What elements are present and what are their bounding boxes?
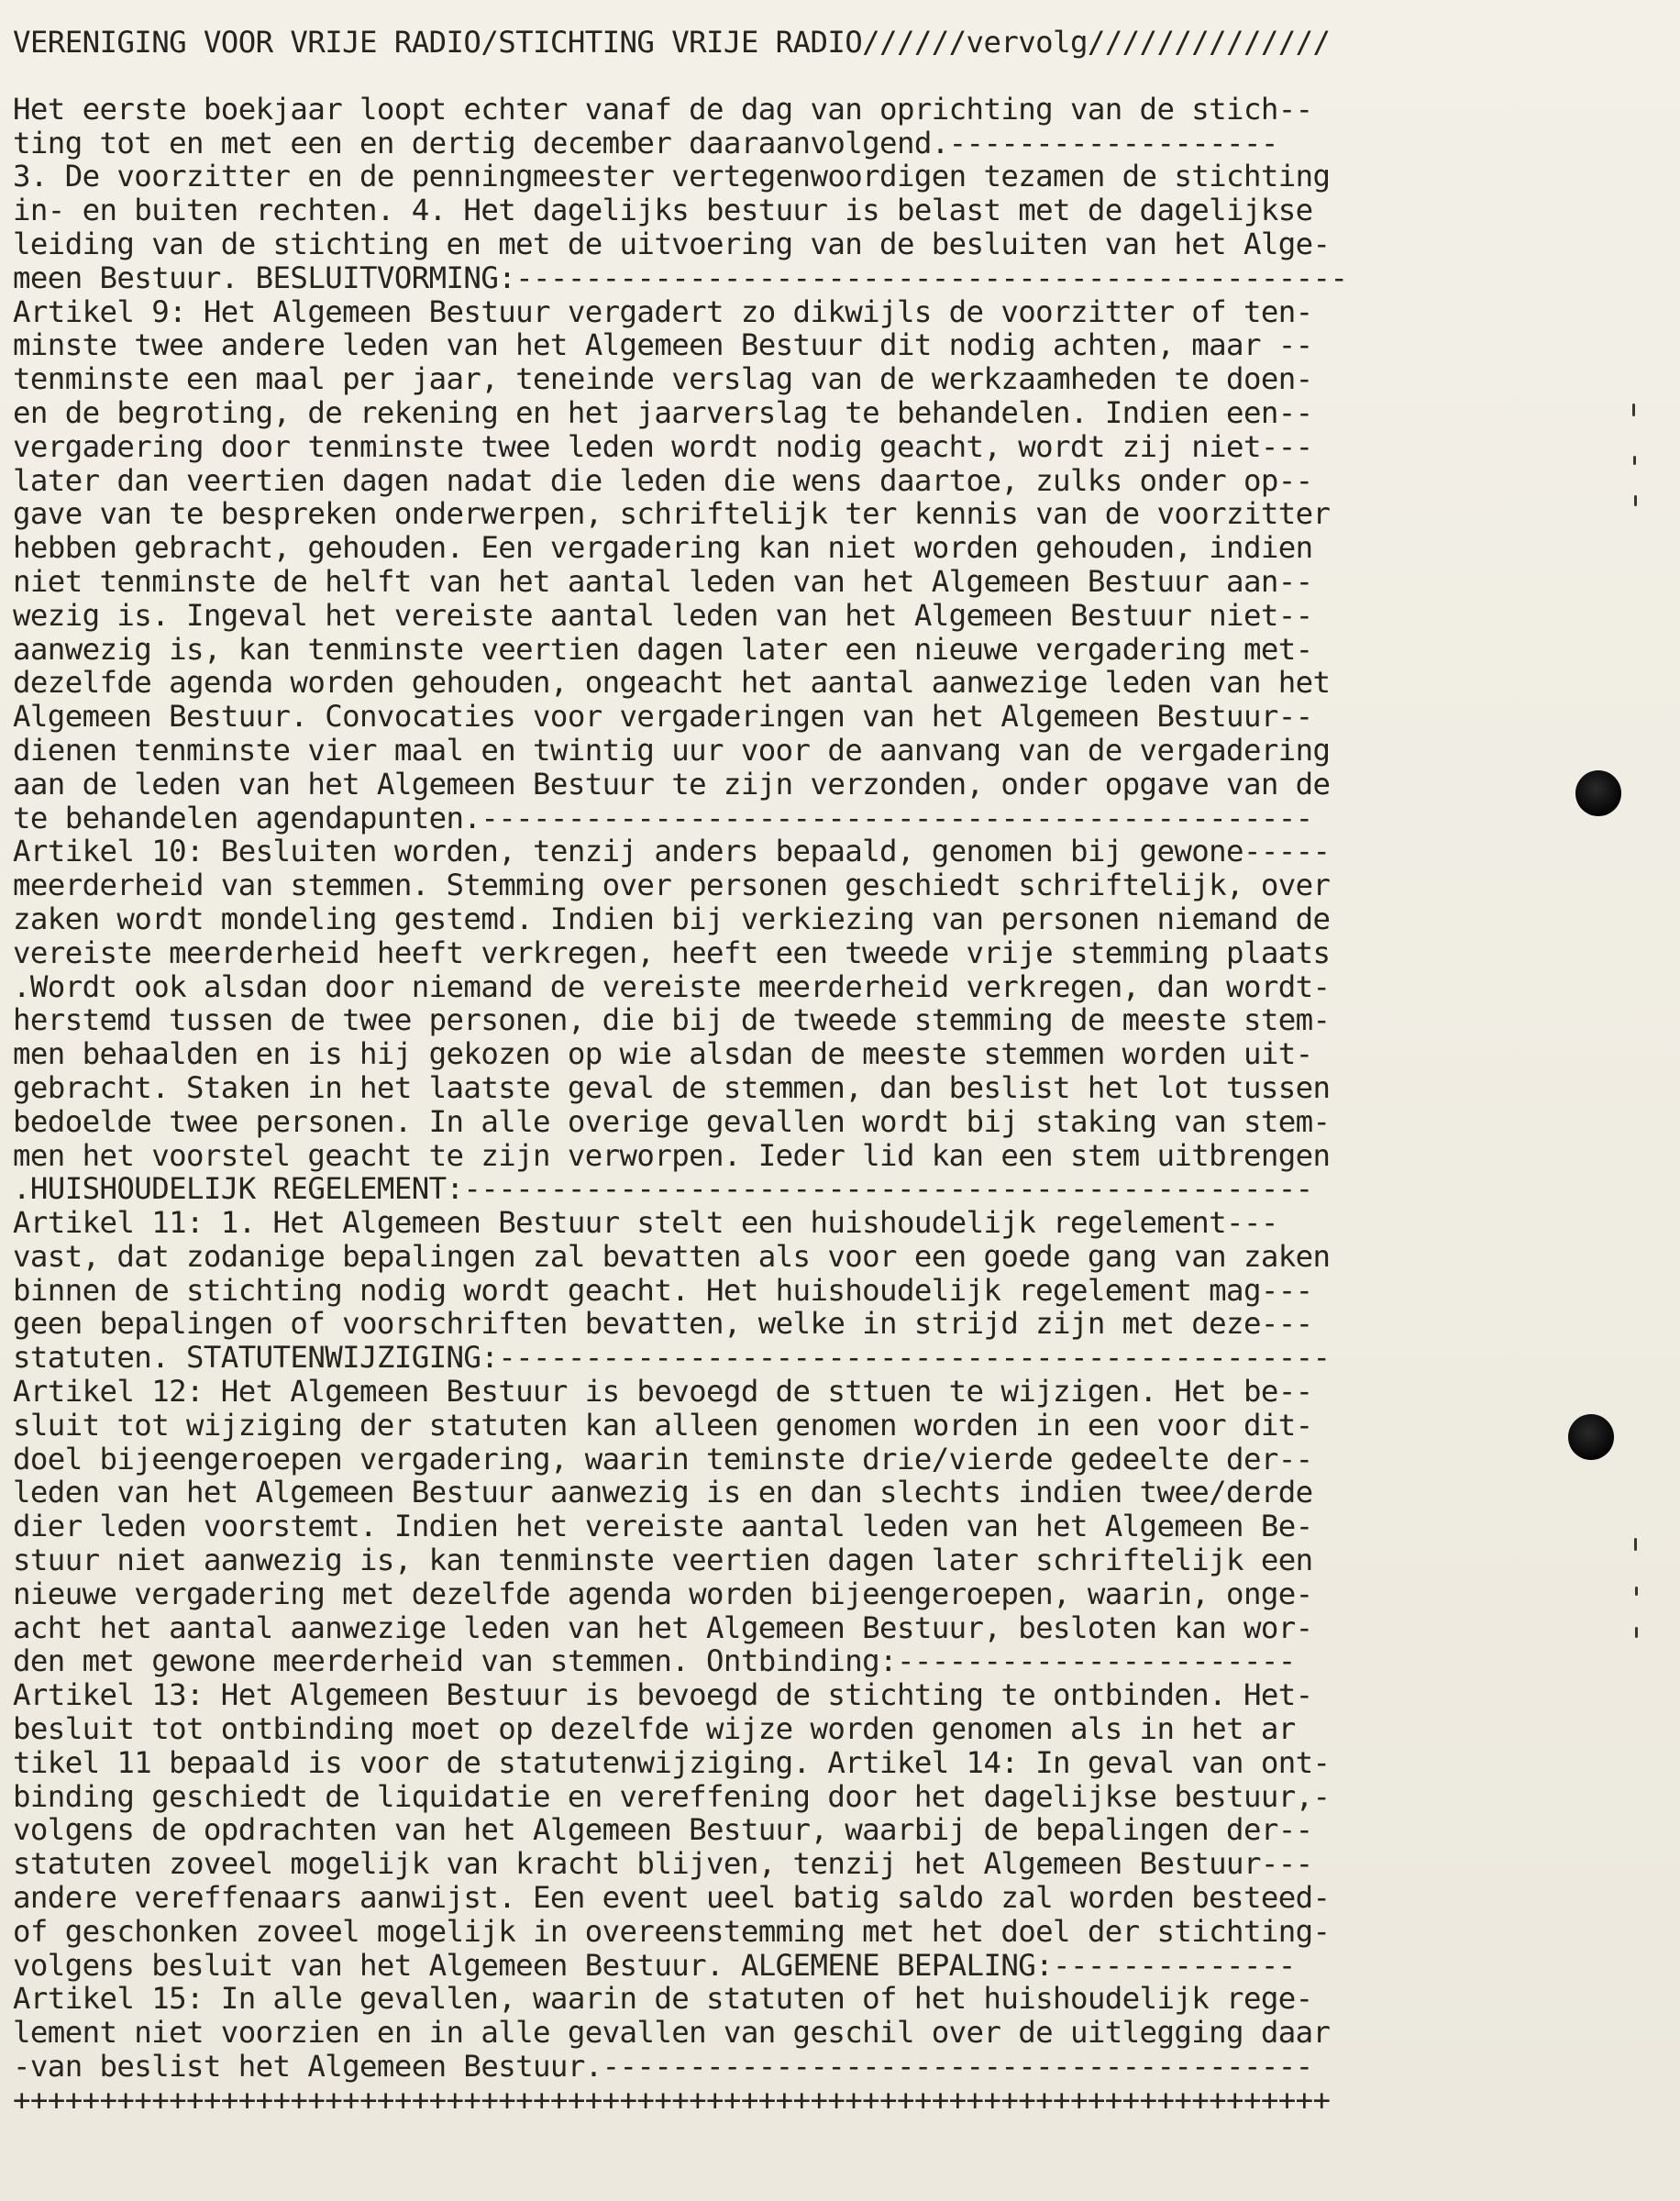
text-line: leiding van de stichting en met de uitvoering van de besluiten van het Alge- xyxy=(13,227,1331,261)
text-line: volgens de opdrachten van het Algemeen Bestuur, waarbij de bepalingen der-- xyxy=(13,1813,1313,1848)
text-line: of geschonken zoveel mogelijk in overeenstemming met het doel der stichting- xyxy=(13,1914,1331,1949)
text-line: aan de leden van het Algemeen Bestuur te zijn verzonden, onder opgave van de xyxy=(13,767,1331,802)
margin-mark xyxy=(1632,404,1635,416)
text-line: volgens besluit van het Algemeen Bestuur. ALGEMENE BEPALING:-------------- xyxy=(13,1948,1296,1983)
text-line: ++++++++++++++++++++++++++++++++++++++++++++++++++++++++++++++++++++++++++++ xyxy=(13,2083,1331,2118)
text-line: in- en buiten rechten. 4. Het dagelijks bestuur is belast met de dagelijkse xyxy=(13,194,1313,227)
text-line: Artikel 13: Het Algemeen Bestuur is bevoegd de stichting te ontbinden. Het- xyxy=(13,1678,1313,1713)
text-line: tikel 11 bepaald is voor de statutenwijziging. Artikel 14: In geval van ont- xyxy=(13,1745,1331,1780)
text-line: lement niet voorzien en in alle gevallen van geschil over de uitlegging daar xyxy=(13,2016,1331,2051)
text-line: acht het aantal aanwezige leden van het Algemeen Bestuur, besloten kan wor- xyxy=(13,1610,1313,1645)
text-line: gebracht. Staken in het laatste geval de stemmen, dan beslist het lot tussen xyxy=(13,1070,1331,1105)
text-line: vereiste meerderheid heeft verkregen, heeft een tweede vrije stemming plaats xyxy=(13,935,1331,970)
text-line: Artikel 10: Besluiten worden, tenzij anders bepaald, genomen bij gewone----- xyxy=(13,835,1331,869)
text-line: Het eerste boekjaar loopt echter vanaf de dag van oprichting van de stich-- xyxy=(13,92,1313,127)
text-line: -van beslist het Algemeen Bestuur.----------------------------------------- xyxy=(13,2050,1313,2084)
text-line xyxy=(13,2118,1572,2151)
margin-mark xyxy=(1635,1627,1638,1638)
text-line: stuur niet aanwezig is, kan tenminste veertien dagen later schriftelijk een xyxy=(13,1543,1313,1577)
text-line: dier leden voorstemt. Indien het vereiste aantal leden van het Algemeen Be- xyxy=(13,1510,1313,1544)
text-line: statuten. STATUTENWIJZIGING:------------------------------------------------ xyxy=(13,1341,1331,1376)
text-line: binnen de stichting nodig wordt geacht. Het huishoudelijk regelement mag--- xyxy=(13,1273,1313,1308)
text-line: hebben gebracht, gehouden. Een vergadering kan niet worden gehouden, indien xyxy=(13,531,1313,565)
text-line: zaken wordt mondeling gestemd. Indien bij verkiezing van personen niemand de xyxy=(13,901,1331,936)
text-line: aanwezig is, kan tenminste veertien dagen later een nieuwe vergadering met- xyxy=(13,632,1313,667)
margin-mark xyxy=(1633,456,1636,465)
text-line: gave van te bespreken onderwerpen, schriftelijk ter kennis van de voorzitter xyxy=(13,497,1331,532)
margin-mark xyxy=(1634,1538,1637,1551)
text-line: geen bepalingen of voorschriften bevatten, welke in strijd zijn met deze--- xyxy=(13,1307,1313,1342)
text-line: vast, dat zodanige bepalingen zal bevatten als voor een goede gang van zaken xyxy=(13,1239,1331,1274)
text-line: tenminste een maal per jaar, teneinde verslag van de werkzaamheden te doen- xyxy=(13,362,1313,396)
text-line: dienen tenminste vier maal en twintig uur voor de aanvang van de vergadering xyxy=(13,733,1331,768)
text-line: Artikel 11: 1. Het Algemeen Bestuur stelt een huishoudelijk regelement--- xyxy=(13,1206,1278,1240)
text-line: besluit tot ontbinding moet op dezelfde wijze worden genomen als in het ar xyxy=(13,1712,1296,1746)
text-line: Algemeen Bestuur. Convocaties voor vergaderingen van het Algemeen Bestuur-- xyxy=(13,700,1313,734)
page-header: VERENIGING VOOR VRIJE RADIO/STICHTING VRIJE RADIO//////vervolg////////////// xyxy=(13,26,1331,60)
margin-mark xyxy=(1635,1587,1638,1596)
text-line: en de begroting, de rekening en het jaarverslag te behandelen. Indien een-- xyxy=(13,395,1313,430)
text-line: andere vereffenaars aanwijst. Een event ueel batig saldo zal worden besteed- xyxy=(13,1881,1331,1915)
text-line: later dan veertien dagen nadat die leden die wens daartoe, zulks onder op-- xyxy=(13,463,1313,498)
text-line: .Wordt ook alsdan door niemand de vereiste meerderheid verkregen, dan wordt- xyxy=(13,969,1331,1004)
text-line: Artikel 15: In alle gevallen, waarin de statuten of het huishoudelijk rege- xyxy=(13,1982,1313,2017)
punch-hole-bottom xyxy=(1568,1414,1614,1460)
text-line: niet tenminste de helft van het aantal leden van het Algemeen Bestuur aan-- xyxy=(13,564,1313,599)
text-line: .HUISHOUDELIJK REGELEMENT:------------------------------------------------- xyxy=(13,1172,1313,1207)
text-line: Artikel 12: Het Algemeen Bestuur is bevoegd de sttuen te wijzigen. Het be-- xyxy=(13,1375,1313,1409)
text-line: sluit tot wijziging der statuten kan alleen genomen worden in een voor dit- xyxy=(13,1408,1313,1443)
text-line: leden van het Algemeen Bestuur aanwezig is en dan slechts indien twee/derde xyxy=(13,1476,1313,1510)
text-line: herstemd tussen de twee personen, die bij de tweede stemming de meeste stem- xyxy=(13,1003,1331,1038)
text-line: wezig is. Ingeval het vereiste aantal leden van het Algemeen Bestuur niet-- xyxy=(13,598,1313,633)
text-line: Artikel 9: Het Algemeen Bestuur vergadert zo dikwijls de voorzitter of ten- xyxy=(13,294,1313,329)
text-line: nieuwe vergadering met dezelfde agenda worden bijeengeroepen, waarin, onge- xyxy=(13,1576,1313,1611)
text-line: meerderheid van stemmen. Stemming over personen geschiedt schriftelijk, over xyxy=(13,868,1331,902)
text-line: binding geschiedt de liquidatie en vereffening door het dagelijkse bestuur,- xyxy=(13,1779,1331,1814)
text-line: 3. De voorzitter en de penningmeester vertegenwoordigen tezamen de stichting xyxy=(13,160,1331,194)
text-line: te behandelen agendapunten.------------------------------------------------ xyxy=(13,801,1313,835)
body-text xyxy=(13,93,1572,2151)
text-line: minste twee andere leden van het Algemeen Bestuur dit nodig achten, maar -- xyxy=(13,328,1313,363)
text-line: men het voorstel geacht te zijn verworpen. Ieder lid kan een stem uitbrengen xyxy=(13,1138,1331,1173)
margin-mark xyxy=(1634,495,1637,506)
text-line: meen Bestuur. BESLUITVORMING:------------------------------------------------ xyxy=(13,260,1348,295)
text-line: men behaalden en is hij gekozen op wie alsdan de meeste stemmen worden uit- xyxy=(13,1037,1313,1071)
text-line: ting tot en met een en dertig december daaraanvolgend.------------------- xyxy=(13,126,1278,160)
punch-hole-top xyxy=(1575,770,1621,816)
text-line: den met gewone meerderheid van stemmen. Ontbinding:----------------------- xyxy=(13,1644,1296,1679)
typed-text-block xyxy=(13,26,1572,2151)
text-line: vergadering door tenminste twee leden wordt nodig geacht, wordt zij niet--- xyxy=(13,429,1313,464)
text-line: bedoelde twee personen. In alle overige gevallen wordt bij staking van stem- xyxy=(13,1104,1331,1139)
text-line: statuten zoveel mogelijk van kracht blijven, tenzij het Algemeen Bestuur--- xyxy=(13,1847,1313,1882)
text-line: doel bijeengeroepen vergadering, waarin teminste drie/vierde gedeelte der-- xyxy=(13,1442,1313,1477)
text-line: dezelfde agenda worden gehouden, ongeacht het aantal aanwezige leden van het xyxy=(13,666,1331,701)
